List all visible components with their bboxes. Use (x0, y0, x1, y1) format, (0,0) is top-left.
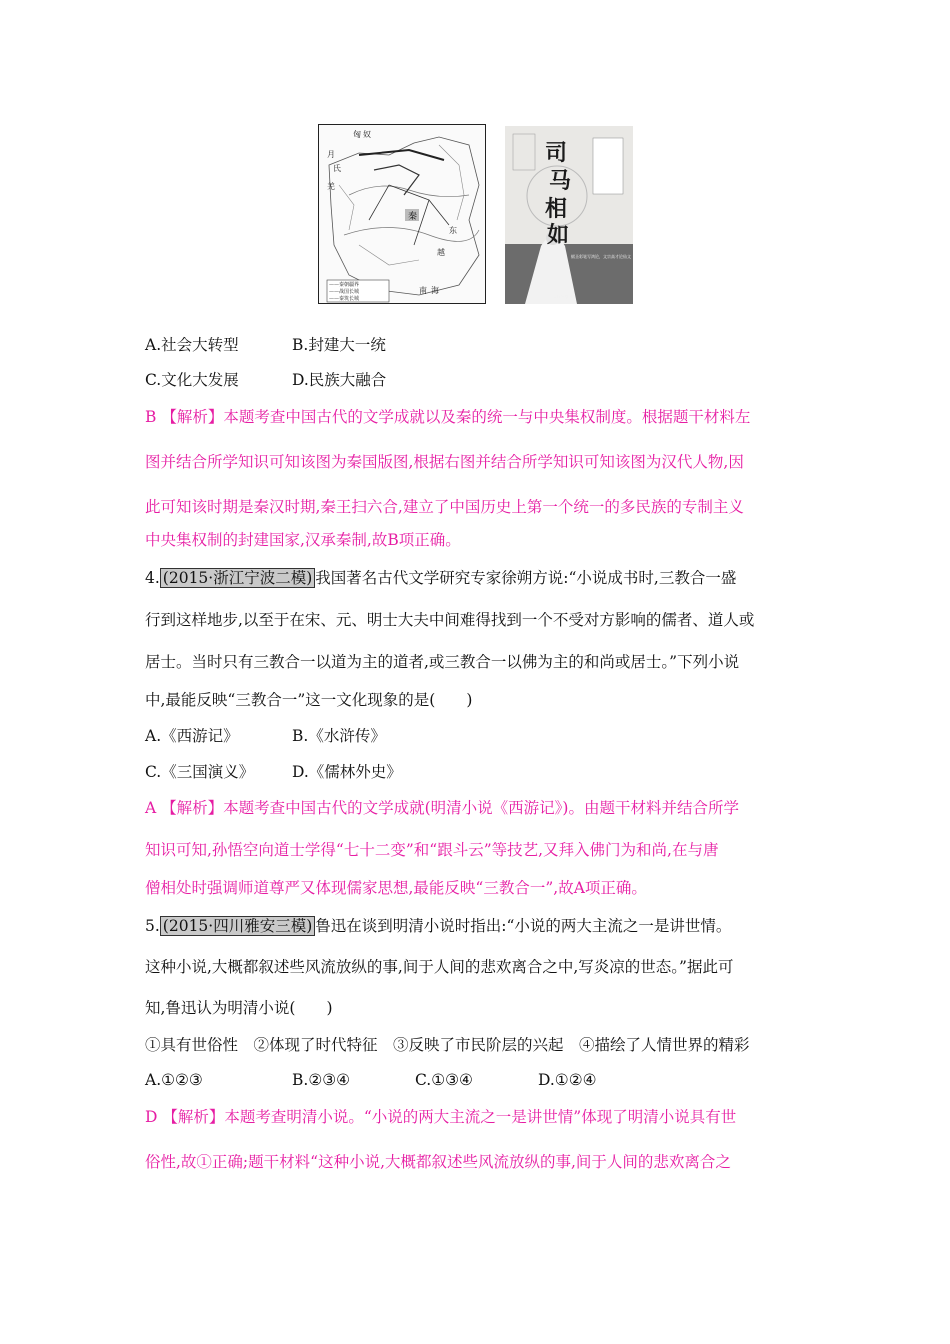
q5-number: 5. (145, 917, 160, 935)
book-title-char: 马 (549, 168, 572, 194)
q4-option-b: B.《水浒传》 (292, 727, 386, 745)
q4-stem-text: 我国著名古代文学研究专家徐朔方说:“小说成书时,三教合一盛 (315, 569, 737, 587)
q4-analysis-line: 知识可知,孙悟空向道士学得“七十二变”和“跟斗云”等技艺,又拜入佛门为和尚,在与唐 (145, 841, 719, 859)
sima-xiangru-book-cover (505, 126, 633, 304)
q5-analysis-line: 俗性,故①正确;题干材料“这种小说,大概都叙述些风流放纵的事,间于人间的悲欢离合之 (145, 1153, 731, 1171)
q4-option-a: A.《西游记》 (145, 727, 239, 745)
map-label: 南 (419, 286, 427, 295)
q5-source-tag: (2015·四川雅安三模) (160, 916, 315, 936)
book-title-char: 司 (545, 140, 568, 166)
q5-option-a: A.①②③ (145, 1071, 203, 1089)
book-publisher: 人民出版社 (553, 294, 573, 299)
q3-analysis-line: B 【解析】本题考查中国古代的文学成就以及秦的统一与中央集权制度。根据题干材料左 (145, 408, 751, 426)
q5-stem-line: 知,鲁迅认为明清小说( ) (145, 999, 333, 1017)
map-label: 匈 (353, 130, 361, 139)
map-label: 氏 (333, 164, 341, 173)
q3-analysis-line: 中央集权制的封建国家,汉承秦制,故B项正确。 (145, 531, 461, 549)
qin-territory-map (318, 124, 486, 304)
q5-stem-line: 这种小说,大概都叙述些风流放纵的事,间于人间的悲欢离合之中,写炎凉的世态。”据此可 (145, 958, 734, 976)
q4-source-tag: (2015·浙江宁波二模) (160, 568, 315, 588)
map-legend-item: ——秦朝疆界 (329, 282, 360, 288)
q3-option-b: B.封建大一统 (292, 336, 386, 354)
q3-option-d: D.民族大融合 (292, 371, 387, 389)
q3-option-a: A.社会大转型 (145, 336, 239, 354)
q5-stem-text: 鲁迅在谈到明清小说时指出:“小说的两大主流之一是讲世情。 (315, 917, 732, 935)
q5-stem-first-line (145, 916, 731, 936)
q5-statements: ①具有世俗性 ②体现了时代特征 ③反映了市民阶层的兴起 ④描绘了人情世界的精彩 (145, 1036, 750, 1054)
map-legend-item: ——秦筑长城 (329, 296, 360, 302)
q5-option-d: D.①②④ (538, 1071, 597, 1089)
map-legend-item: ——战国长城 (329, 289, 360, 295)
q3-analysis-line: 图并结合所学知识可知该图为秦国版图,根据右图并结合所学知识可知该图为汉代人物,因 (145, 453, 744, 471)
book-cover-drawing (505, 126, 633, 304)
q5-option-b: B.②③④ (292, 1071, 351, 1089)
question-figures (318, 124, 634, 304)
map-label: 月 (327, 150, 335, 159)
q4-option-d: D.《儒林外史》 (292, 763, 402, 781)
book-title-char: 如 (547, 222, 570, 248)
q4-stem-first-line (145, 568, 736, 588)
q4-option-c: C.《三国演义》 (145, 763, 255, 781)
map-label: 越 (437, 248, 445, 257)
q4-stem-line: 行到这样地步,以至于在宋、元、明士大夫中间难得找到一个不受对方影响的儒者、道人或 (145, 611, 755, 629)
q3-analysis-line: 此可知该时期是秦汉时期,秦王扫六合,建立了中国历史上第一个统一的多民族的专制主义 (145, 498, 744, 516)
q4-stem-line: 居士。当时只有三教合一以道为主的道者,或三教合一以佛为主的和尚或居士。”下列小说 (145, 653, 740, 671)
map-label: 东 (449, 226, 457, 235)
map-label: 秦 (408, 212, 418, 222)
q5-option-c: C.①③④ (415, 1071, 473, 1089)
book-title-char: 相 (545, 196, 568, 222)
q4-number: 4. (145, 569, 160, 587)
q4-analysis-line: 僧相处时强调师道尊严又体现儒家思想,最能反映“三教合一”,故A项正确。 (145, 879, 647, 897)
map-drawing (319, 125, 486, 304)
map-label: 海 (431, 286, 439, 295)
map-label: 奴 (363, 130, 371, 139)
book-blurb: 赋圣彩笔写鸿论，文宗高才论仙文 (571, 254, 631, 259)
map-label: 羌 (327, 182, 335, 191)
q4-stem-line: 中,最能反映“三教合一”这一文化现象的是( ) (145, 691, 473, 709)
q4-analysis-line: A 【解析】本题考查中国古代的文学成就(明清小说《西游记》)。由题干材料并结合所学 (145, 799, 739, 817)
q3-option-c: C.文化大发展 (145, 371, 239, 389)
q5-analysis-line: D 【解析】本题考查明清小说。“小说的两大主流之一是讲世情”体现了明清小说具有世 (145, 1108, 737, 1126)
